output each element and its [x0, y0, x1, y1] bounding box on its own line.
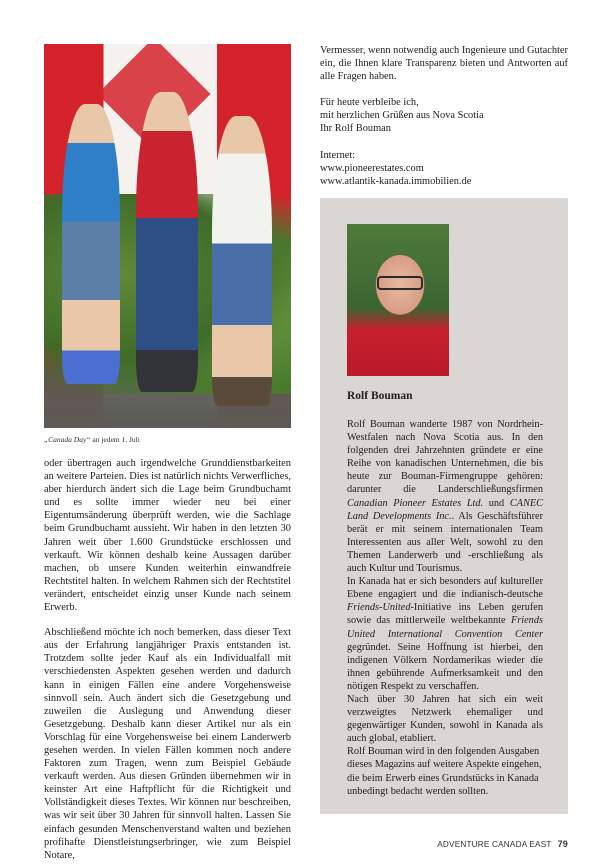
bio-text: -Initiative ins Leben gerufen sowie das mittlerweile weltbekannte [347, 602, 543, 627]
bio-paragraph: Rolf Bouman wird in den folgenden Ausgaben dieses Magazins auf weitere Aspekte eingehen, die beim Erwerb eines Grundstücks in Kanada unbedingt bedacht werden sollten. [347, 746, 542, 797]
paragraph: Abschließend möchte ich noch bemerken, dass dieser Text aus der Erfahrung langjähriger Praxis entstanden ist. Trotzdem sollte jeder Kauf als ein Individualfall mit verschiedensten Aspekten gesehen werden und dadurch kann in einigen Fällen eine andere Vorgehensweise sinnvoll sein. Auch ändert sich die Gesetzgebung und zuweilen die Auslegung und Anwendung dieser Gesetzgebung. Deshalb kann dieser Artikel nur als ein Vorschlag für eine Vorgehensweise bei einem Landerwerb gesehen werden. In vielen Fällen kommen noch andere Faktoren zum Tragen, wenn zum Beispiel Gebäude verkauft werden. Aus diesen Gründen übernehmen wir in keinster Art eine Haftpflicht für die Richtigkeit und Vollständigkeit dieses Textes. Wir können nur beschreiben, was wir seit über 30 Jahren für sinnvoll halten. Lassen Sie einfach gesunden Menschenverstand walten und beziehen profihafte Dienstleistungserbringer, wie zum Beispiel Notare, [44, 627, 291, 861]
author-portrait [347, 224, 449, 376]
paragraph: oder übertragen auch irgendwelche Grunddienstbarkeiten an weitere Parteien. Dies ist natürlich nichts Verwerfliches, aber hierdurch ändert sich die Lage beim Grundbuchamt und es sollte immer wieder neu bei einer Eigentumsänderung überprüft werden, wie die Sachlage beim Grundbuchamt aussieht. Wir haben in den letzten 30 Jahren weit über 1.600 Grundstücke erschlossen und verkauft. Wir können deshalb keine Aussagen darüber machen, ob unsere Kunden weiterhin einwandfreie Rechtstitel halten. In welchem Rahmen sich der Rechtstitel verändert, entscheidet einzig unser Kunde nach seinem Erwerb. [44, 458, 291, 614]
caption-italic: „Canada Day“ [44, 435, 91, 444]
company-name: Canadian Pioneer Estates Ltd. [347, 497, 484, 509]
bio-text: Rolf Bouman wanderte 1987 von Nordrhein-Westfalen nach Nova Scotia aus. In den folgenden drei Jahrzehnten gründete er eine Reihe von kanadischen Unternehmen, die bis heute zur Bouman-Firmengruppe gehören: darunter die Landerschließungsfirmen [347, 419, 543, 496]
page-footer [437, 839, 568, 849]
right-text-column [320, 44, 568, 201]
author-name-heading: Rolf Bouman [347, 390, 413, 402]
bio-text: gegründet. Seine Hoffnung ist hierbei, den indigenen Völkern Nordamerikas wieder die ihnen gebührende Aufmerksamkeit und den nötigen Respekt zu verschaffen. [347, 641, 543, 692]
website-link[interactable]: www.atlantik-kanada.immobilien.de [320, 175, 472, 187]
closing-line: mit herzlichen Grüßen aus Nova Scotia [320, 110, 484, 122]
page-number: 79 [557, 839, 568, 849]
closing-line: Für heute verbleibe ich, [320, 97, 419, 109]
paragraph: Vermesser, wenn notwendig auch Ingenieure und Gutachter ein, die Ihnen klare Transparenz bieten und Antworten auf alle Fragen haben. [320, 45, 569, 83]
left-text-column [44, 457, 291, 862]
child-figure [136, 92, 198, 392]
bio-paragraph: Nach über 30 Jahren hat sich ein weit verzweigtes Netzwerk ehemaliger und gegenwärtiger Kunden, sowohl in Kanada als auch global, etabliert. [347, 693, 543, 745]
canada-day-photo [44, 44, 291, 428]
bio-paragraph [347, 418, 543, 575]
website-link[interactable]: www.pioneerestates.com [320, 162, 424, 174]
photo-caption [44, 435, 291, 444]
center-name: Friends United International Convention Center [347, 615, 543, 640]
caption-rest: an jedem 1. Juli [90, 435, 140, 444]
bio-text: und [483, 497, 510, 509]
child-figure [212, 116, 272, 406]
magazine-name: ADVENTURE CANADA EAST [437, 840, 552, 849]
author-box [320, 198, 568, 814]
glasses-shape [377, 276, 423, 290]
bio-text: In Kanada hat er sich besonders auf kultureller Ebene engagiert und die indianisch-deutsche [347, 576, 543, 601]
author-bio [347, 418, 543, 798]
bio-text: . Als Geschäftsführer berät er mit seinem internationalen Team Interessenten aus aller Welt, sowohl zu den Themen Landerwerb und -erschließung als auch Kultur und Tourismus. [347, 510, 543, 575]
company-name: CANEC Land Developments Inc. [347, 497, 543, 522]
signature-line: Ihr Rolf Bouman [320, 123, 391, 135]
closing [320, 96, 568, 135]
bio-paragraph [347, 575, 543, 693]
child-figure [62, 104, 120, 384]
internet-label: Internet: [320, 149, 356, 161]
internet-block [320, 149, 568, 188]
initiative-name: Friends-United [347, 602, 411, 614]
